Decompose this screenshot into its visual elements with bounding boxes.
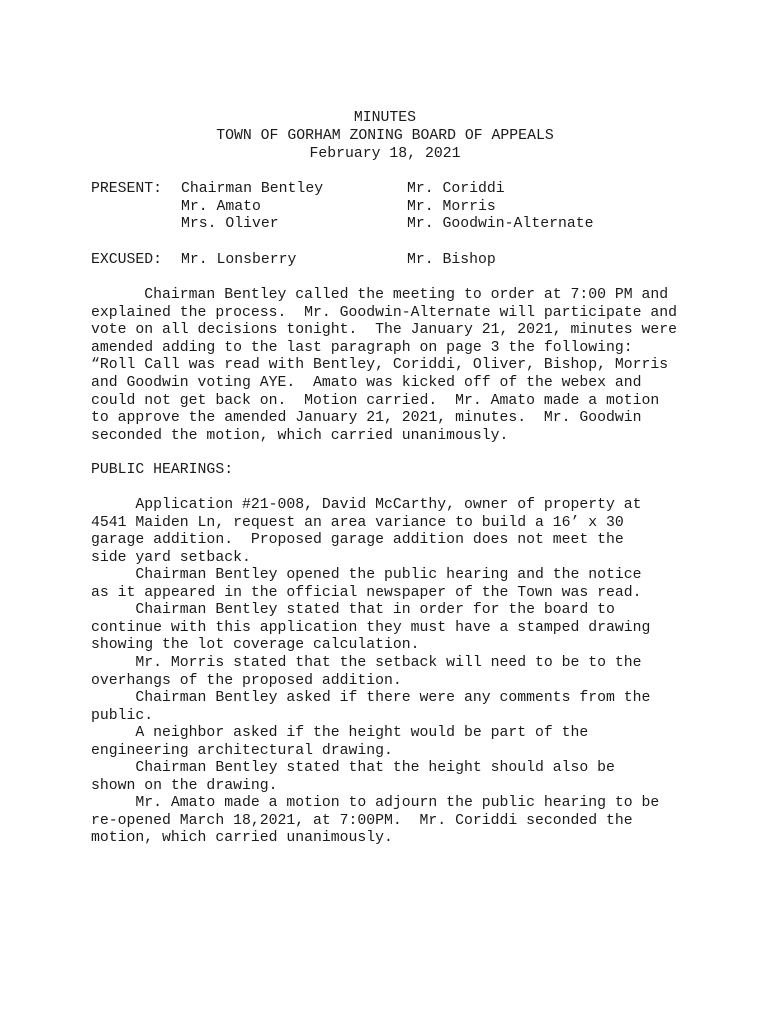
present-label: PRESENT: <box>91 181 163 197</box>
paragraph-line: could not get back on. Motion carried. Mr. Amato made a motion <box>91 392 660 409</box>
hearing-line: Chairman Bentley opened the public hearing and the notice <box>91 567 642 584</box>
paragraph-line: and Goodwin voting AYE. Amato was kicked off of the webex and <box>91 375 642 391</box>
hearing-line: side yard setback. <box>91 549 251 566</box>
hearing-line: Chairman Bentley stated that in order for the board to <box>91 602 615 619</box>
board-name: TOWN OF GORHAM ZONING BOARD OF APPEALS <box>216 128 554 144</box>
hearing-line: engineering architectural drawing. <box>91 742 393 759</box>
paragraph-line: vote on all decisions tonight. The January 21, 2021, minutes were <box>91 322 678 339</box>
present-member: Mr. Goodwin-Alternate <box>407 216 594 232</box>
hearing-line: A neighbor asked if the height would be part of the <box>91 725 589 742</box>
document-title: MINUTES <box>353 110 417 126</box>
hearing-line: continue with this application they must have a stamped drawing <box>91 619 651 636</box>
paragraph-line: amended adding to the last paragraph on page 3 the following: <box>91 339 633 356</box>
hearing-line: Mr. Amato made a motion to adjourn the public hearing to be <box>91 795 660 812</box>
paragraph-line: Chairman Bentley called the meeting to order at 7:00 PM and <box>91 287 669 303</box>
present-member: Mrs. Oliver <box>181 216 279 232</box>
hearing-line: 4541 Maiden Ln, request an area variance to build a 16’ x 30 <box>91 514 624 531</box>
excused-label: EXCUSED: <box>91 252 163 268</box>
hearing-line: showing the lot coverage calculation. <box>91 637 420 654</box>
paragraph-line: to approve the amended January 21, 2021, minutes. Mr. Goodwin <box>91 410 642 427</box>
hearing-line: Application #21-008, David McCarthy, owner of property at <box>91 497 642 513</box>
paragraph-line: seconded the motion, which carried unanimously. <box>91 427 509 444</box>
hearing-line: re-opened March 18,2021, at 7:00PM. Mr. Coriddi seconded the <box>91 812 633 829</box>
excused-member: Mr. Lonsberry <box>181 252 297 268</box>
public-hearings-heading: PUBLIC HEARINGS: <box>91 462 234 478</box>
present-member: Chairman Bentley <box>181 181 324 197</box>
excused-member: Mr. Bishop <box>407 252 496 268</box>
hearing-line: overhangs of the proposed addition. <box>91 672 402 689</box>
present-member: Mr. Morris <box>407 199 496 215</box>
paragraph-line: explained the process. Mr. Goodwin-Alternate will participate and <box>91 304 678 321</box>
hearing-line: shown on the drawing. <box>91 777 278 794</box>
paragraph-line: “Roll Call was read with Bentley, Coriddi, Oliver, Bishop, Morris <box>91 357 669 374</box>
hearing-line: Chairman Bentley stated that the height should also be <box>91 760 615 777</box>
hearing-line: motion, which carried unanimously. <box>91 830 393 847</box>
present-member: Mr. Coriddi <box>407 181 505 197</box>
hearing-line: garage addition. Proposed garage addition does not meet the <box>91 532 624 549</box>
hearing-line: as it appeared in the official newspaper of the Town was read. <box>91 584 642 601</box>
present-member: Mr. Amato <box>181 199 261 215</box>
meeting-date: February 18, 2021 <box>309 146 461 162</box>
hearing-line: Chairman Bentley asked if there were any comments from the <box>91 690 651 707</box>
hearing-line: Mr. Morris stated that the setback will need to be to the <box>91 654 642 671</box>
hearing-line: public. <box>91 707 154 724</box>
